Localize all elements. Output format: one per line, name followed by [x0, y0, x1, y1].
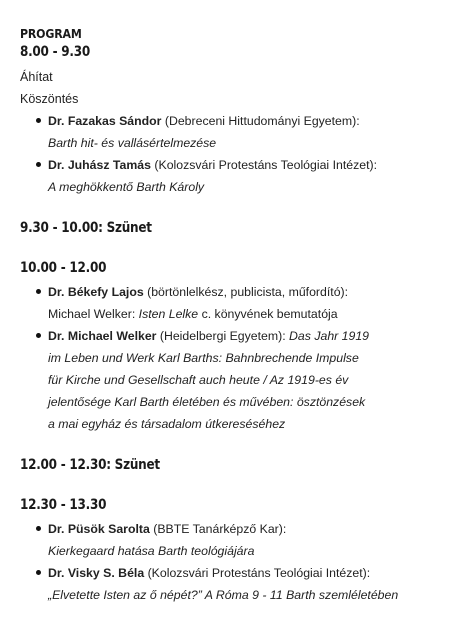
bullet-icon	[36, 570, 41, 575]
speaker-affiliation: (Debreceni Hittudományi Egyetem):	[161, 114, 360, 128]
session-time: 10.00 - 12.00	[20, 260, 107, 276]
speaker-name: Dr. Békefy Lajos	[48, 285, 144, 299]
talk-list	[20, 518, 440, 606]
session-4	[20, 455, 440, 475]
bullet-icon	[36, 333, 41, 338]
agenda-item-koszontes: Köszöntés	[20, 92, 79, 106]
bullet-icon	[36, 162, 41, 167]
talk-title-start: Das Jahr 1919	[289, 329, 370, 343]
session-1	[20, 26, 440, 198]
speaker-affiliation: (börtönlelkész, publicista, műfordító):	[143, 285, 349, 299]
book-suffix: c. könyvének bemutatója	[198, 307, 338, 321]
agenda-item-ahitat: Áhítat	[20, 70, 53, 84]
talk-item	[36, 518, 440, 562]
speaker-affiliation: (Kolozsvári Protestáns Teológiai Intézet):	[144, 566, 371, 580]
program-label: PROGRAM	[20, 26, 82, 41]
talk-item	[36, 562, 440, 606]
speaker-name: Dr. Visky S. Béla	[48, 566, 145, 580]
bullet-icon	[36, 118, 41, 123]
session-2	[20, 218, 440, 238]
speaker-affiliation: (Heidelbergi Egyetem):	[156, 329, 290, 343]
session-time: 12.30 - 13.30	[20, 497, 107, 513]
book-title: Isten Lelke	[138, 307, 199, 321]
talk-item	[36, 281, 440, 325]
session-5	[20, 495, 440, 606]
speaker-name: Dr. Fazakas Sándor	[48, 114, 162, 128]
session-time: 9.30 - 10.00: Szünet	[20, 220, 152, 236]
talk-title-line: im Leben und Werk Karl Barths: Bahnbrechende Impulse	[48, 351, 359, 365]
talk-title-line: jelentősége Karl Barth életében és művében: ösztönzések	[48, 395, 366, 409]
bullet-icon	[36, 289, 41, 294]
talk-item	[36, 110, 440, 154]
bullet-icon	[36, 526, 41, 531]
program-document	[20, 26, 440, 606]
talk-title: A meghökkentő Barth Károly	[48, 180, 205, 194]
session-3	[20, 258, 440, 435]
session-time: 8.00 - 9.30	[20, 44, 90, 60]
talk-item	[36, 325, 440, 435]
book-author: Michael Welker:	[48, 307, 139, 321]
talk-title-line: a mai egyház és társadalom útkereséséhez	[48, 417, 286, 431]
speaker-name: Dr. Juhász Tamás	[48, 158, 151, 172]
session-time: 12.00 - 12.30: Szünet	[20, 457, 160, 473]
speaker-name: Dr. Michael Welker	[48, 329, 157, 343]
talk-list	[20, 110, 440, 198]
talk-list	[20, 281, 440, 435]
talk-title: Kierkegaard hatása Barth teológiájára	[48, 544, 255, 558]
speaker-affiliation: (Kolozsvári Protestáns Teológiai Intézet):	[150, 158, 377, 172]
talk-title-line: für Kirche und Gesellschaft auch heute / Az 1919-es év	[48, 373, 349, 387]
talk-item	[36, 154, 440, 198]
speaker-name: Dr. Püsök Sarolta	[48, 522, 150, 536]
talk-title: „Elvetette Isten az ő népét?” A Róma 9 - 11 Barth szemléletében	[48, 588, 399, 602]
talk-title: Barth hit- és vallásértelmezése	[48, 136, 217, 150]
speaker-affiliation: (BBTE Tanárképző Kar):	[149, 522, 287, 536]
